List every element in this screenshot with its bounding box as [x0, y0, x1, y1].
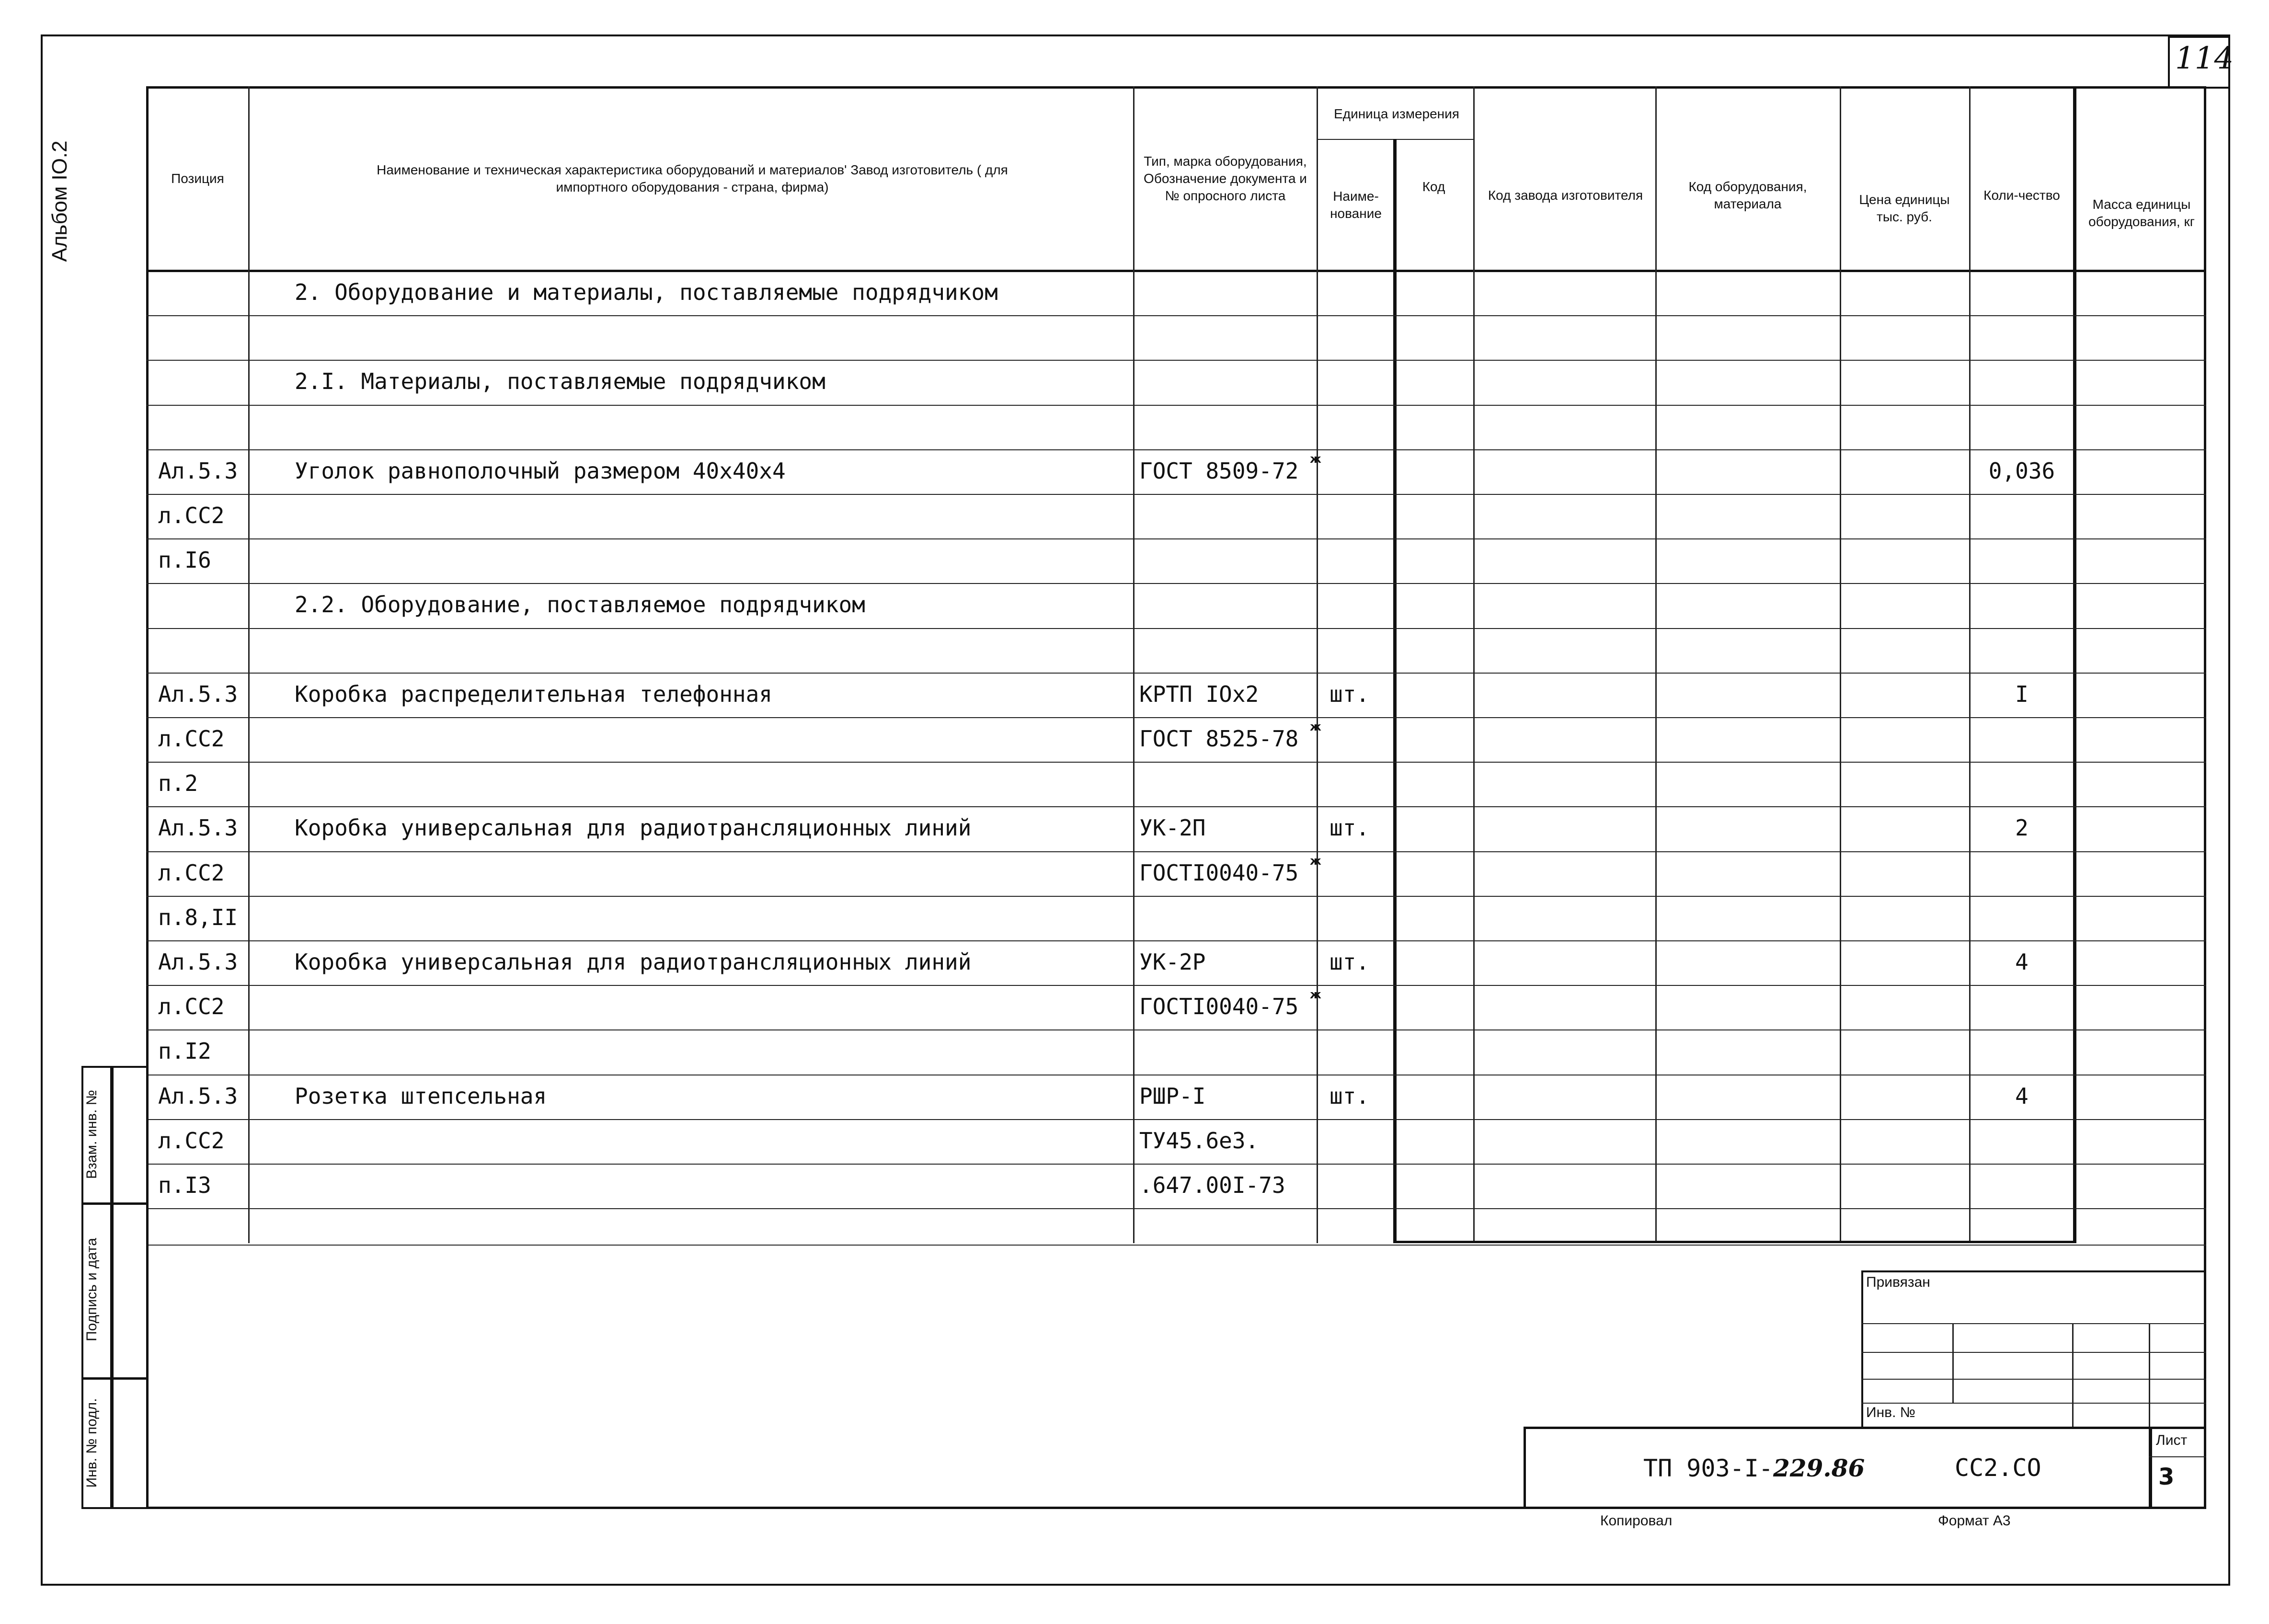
row-position: л.СС2 [158, 1128, 225, 1154]
row-type-mark: ж [1310, 720, 1321, 733]
row-position: л.СС2 [158, 860, 225, 886]
row-type: РШР-I [1139, 1083, 1206, 1109]
row-position: Ал.5.3 [158, 681, 238, 707]
row-position: л.СС2 [158, 994, 225, 1019]
row-position: п.8,II [158, 904, 238, 930]
designation-handwritten: 229.86 [1773, 1454, 1865, 1482]
row-position: Ал.5.3 [158, 949, 238, 975]
header-equipment-code: Код оборудования, материала [1688, 179, 1807, 211]
row-position: п.I3 [158, 1172, 211, 1198]
header-unit-name: Наиме-нование [1330, 188, 1382, 221]
row-unit: шт. [1329, 949, 1370, 975]
row-type-mark: ж [1310, 988, 1321, 1001]
sheet-number: 3 [2158, 1464, 2175, 1490]
row-name: 2. Оборудование и материалы, поставляемые подрядчиком [295, 279, 998, 305]
row-type: УК-2Р [1139, 949, 1206, 975]
header-unit: Единица измерения [1334, 106, 1459, 121]
header-name: Наименование и техническая характеристика оборудований и материалов' Завод изготовитель ( для импортного оборудования - страна, фирма) [377, 162, 1008, 194]
stamp-replace-inv: Взам. инв. № [84, 1090, 100, 1179]
stamp-inv-orig: Инв. № подл. [84, 1398, 100, 1488]
row-name: Уголок равнополочный размером 40х40х4 [295, 458, 786, 484]
row-type-mark: ж [1310, 452, 1321, 466]
row-unit: шт. [1329, 681, 1370, 707]
row-name: Коробка универсальная для радиотрансляционных линий [295, 949, 972, 975]
row-type: ГОСТ 8509-72 [1139, 458, 1299, 484]
stamp-sign-date: Подпись и дата [84, 1238, 100, 1341]
row-name: 2.2. Оборудование, поставляемое подрядчиком [295, 592, 865, 618]
header-mass: Масса единицы оборудования, кг [2088, 197, 2195, 229]
row-unit: шт. [1329, 1083, 1370, 1109]
row-quantity: 2 [2015, 815, 2028, 841]
row-quantity: I [2015, 681, 2028, 707]
row-quantity: 4 [2015, 1083, 2028, 1109]
row-type: ГОСТ 8525-78 [1139, 726, 1299, 752]
copied-label: Копировал [1600, 1513, 1673, 1529]
header-position: Позиция [171, 171, 224, 186]
row-type: ГОСТI0040-75 [1139, 860, 1299, 886]
row-position: п.2 [158, 770, 198, 796]
row-name: Коробка распределительная телефонная [295, 681, 772, 707]
format-label: Формат А3 [1938, 1513, 2011, 1529]
header-price: Цена единицы тыс. руб. [1859, 192, 1950, 224]
row-position: Ал.5.3 [158, 1083, 238, 1109]
header-factory-code: Код завода изготовителя [1488, 187, 1643, 203]
designation: ТП 903-I-229.86 [1643, 1454, 1865, 1482]
row-name: Розетка штепсельная [295, 1083, 547, 1109]
row-quantity: 4 [2015, 949, 2028, 975]
row-type: .647.00I-73 [1139, 1172, 1285, 1198]
row-unit: шт. [1329, 815, 1370, 841]
row-name: Коробка универсальная для радиотрансляционных линий [295, 815, 972, 841]
row-position: л.СС2 [158, 503, 225, 528]
row-quantity: 0,036 [1988, 458, 2055, 484]
header-quantity: Коли-чество [1983, 187, 2060, 203]
row-type-mark: ж [1310, 854, 1321, 868]
page-number: 114 [2175, 41, 2234, 76]
document-code: СС2.СО [1955, 1454, 2041, 1482]
row-type: ТУ45.6е3. [1139, 1128, 1259, 1154]
row-name: 2.I. Материалы, поставляемые подрядчиком [295, 368, 825, 394]
row-type: КРТП IOх2 [1139, 681, 1259, 707]
row-position: Ал.5.3 [158, 458, 238, 484]
row-position: п.I2 [158, 1038, 211, 1064]
sheet-label: Лист [2156, 1432, 2188, 1448]
header-unit-code: Код [1422, 179, 1445, 194]
row-position: Ал.5.3 [158, 815, 238, 841]
linked-label: Привязан [1866, 1274, 1930, 1290]
inv-number-label: Инв. № [1866, 1405, 1915, 1420]
row-type: ГОСТI0040-75 [1139, 994, 1299, 1019]
row-position: л.СС2 [158, 726, 225, 752]
header-type: Тип, марка оборудования, Обозначение документа и № опросного листа [1144, 153, 1307, 203]
row-type: УК-2П [1139, 815, 1206, 841]
row-position: п.I6 [158, 547, 211, 573]
album-label: Альбом IO.2 [48, 140, 71, 262]
